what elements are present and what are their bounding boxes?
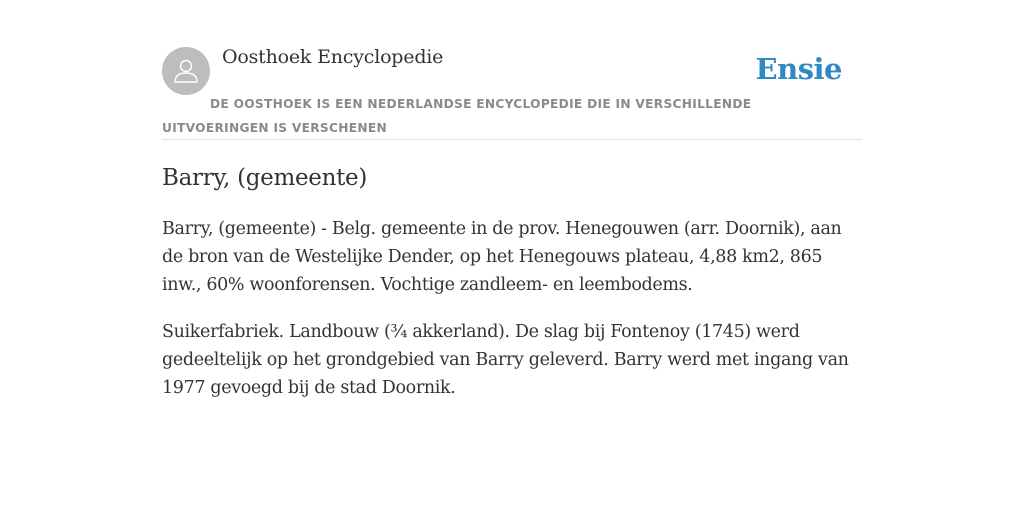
article-paragraph: Suikerfabriek. Landbouw (¾ akkerland). De slag bij Fontenoy (1745) werd gedeeltelijk op het grondgebied van Barry geleverd. Barry werd met ingang van 1977 gevoegd bij de stad Doornik. <box>162 322 849 398</box>
article-title: Barry, (gemeente) <box>162 165 368 191</box>
source-name-link[interactable]: Oosthoek Encyclopedie <box>222 46 444 68</box>
source-avatar[interactable] <box>162 47 210 95</box>
article-paragraph: Barry, (gemeente) - Belg. gemeente in de prov. Henegouwen (arr. Doornik), aan de bron van de Westelijke Dender, op het Henegouws plateau, 4,88 km2, 865 inw., 60% woonforensen. Vochtige zandleem- en leembodems. <box>162 219 842 295</box>
source-description: DE OOSTHOEK IS EEN NEDERLANDSE ENCYCLOPEDIE DIE IN VERSCHILLENDE UITVOERINGEN IS VERSCHENEN <box>162 97 752 135</box>
article <box>162 163 864 402</box>
ensie-logo[interactable]: Ensie <box>755 52 842 86</box>
user-icon <box>162 47 210 95</box>
source-header <box>162 46 862 140</box>
